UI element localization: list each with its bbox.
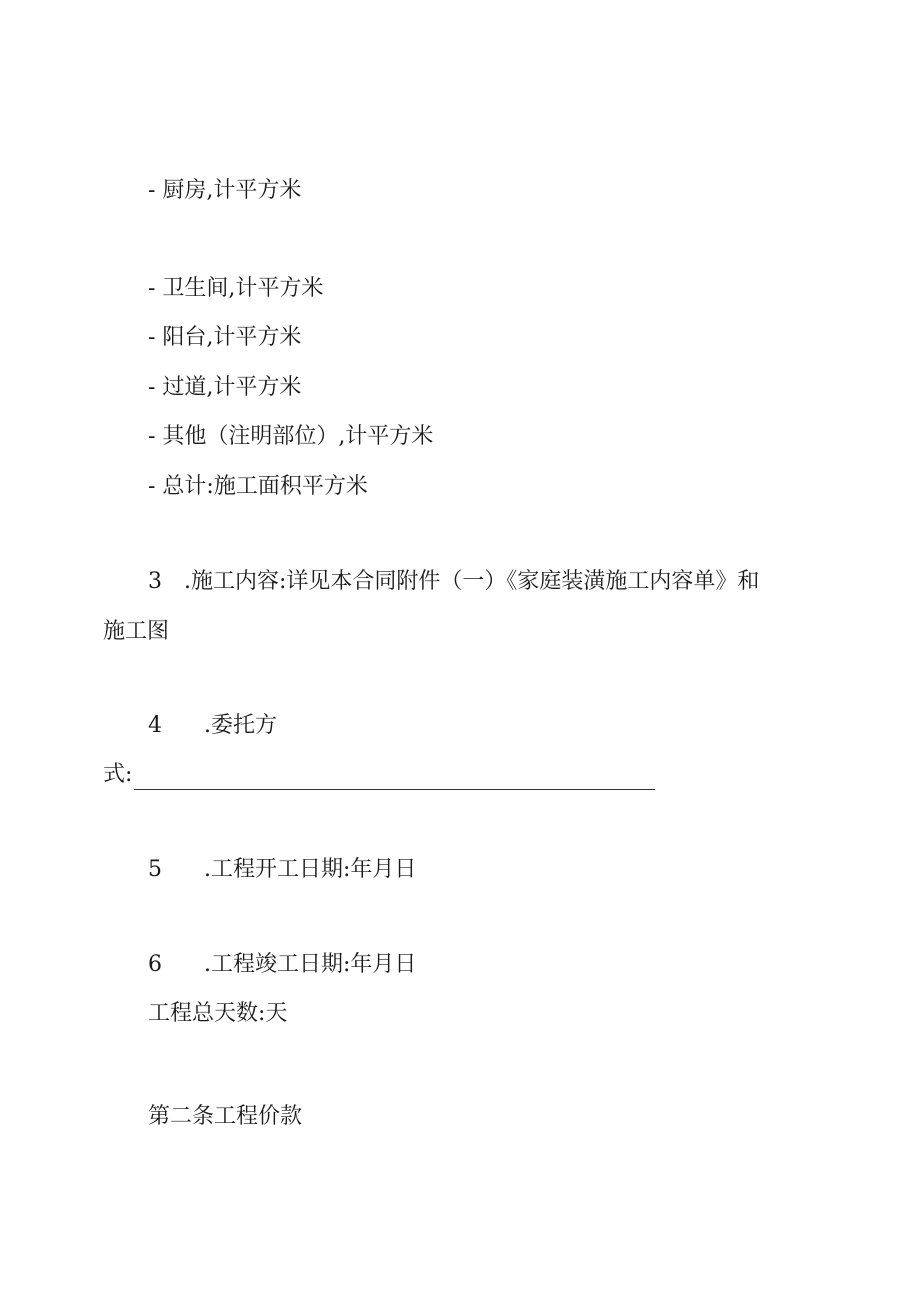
item-other: - 其他（注明部位）,计平方米 [148,424,434,449]
section-4-line-1 [148,711,277,741]
item-corridor: - 过道,计平方米 [148,375,302,400]
item-bathroom: - 卫生间,计平方米 [148,276,324,301]
fill-in-blank-line[interactable] [134,767,655,790]
item-kitchen: - 厨房,计平方米 [148,178,302,203]
section-4-text: .委托方 [204,713,277,738]
section-6 [148,950,416,980]
section-3-line-2: 施工图 [103,619,170,644]
section-4-line-2 [103,760,655,790]
section-3-number: 3 [148,569,162,594]
item-total: - 总计:施工面积平方米 [148,474,368,499]
section-3-text: .施工内容:详见本合同附件（一）《家庭装潢施工内容单》和 [184,569,760,594]
section-5-number: 5 [148,857,162,882]
total-days: 工程总天数:天 [148,1001,288,1026]
section-4-number: 4 [148,713,162,738]
section-3-line-1 [148,567,759,597]
section-6-number: 6 [148,952,162,977]
item-balcony: - 阳台,计平方米 [148,325,302,350]
article-2-heading: 第二条工程价款 [148,1104,303,1129]
section-4-continuation: 式: [103,762,133,787]
section-6-text: .工程竣工日期:年月日 [204,952,417,977]
section-5-text: .工程开工日期:年月日 [204,857,417,882]
section-5 [148,855,416,885]
